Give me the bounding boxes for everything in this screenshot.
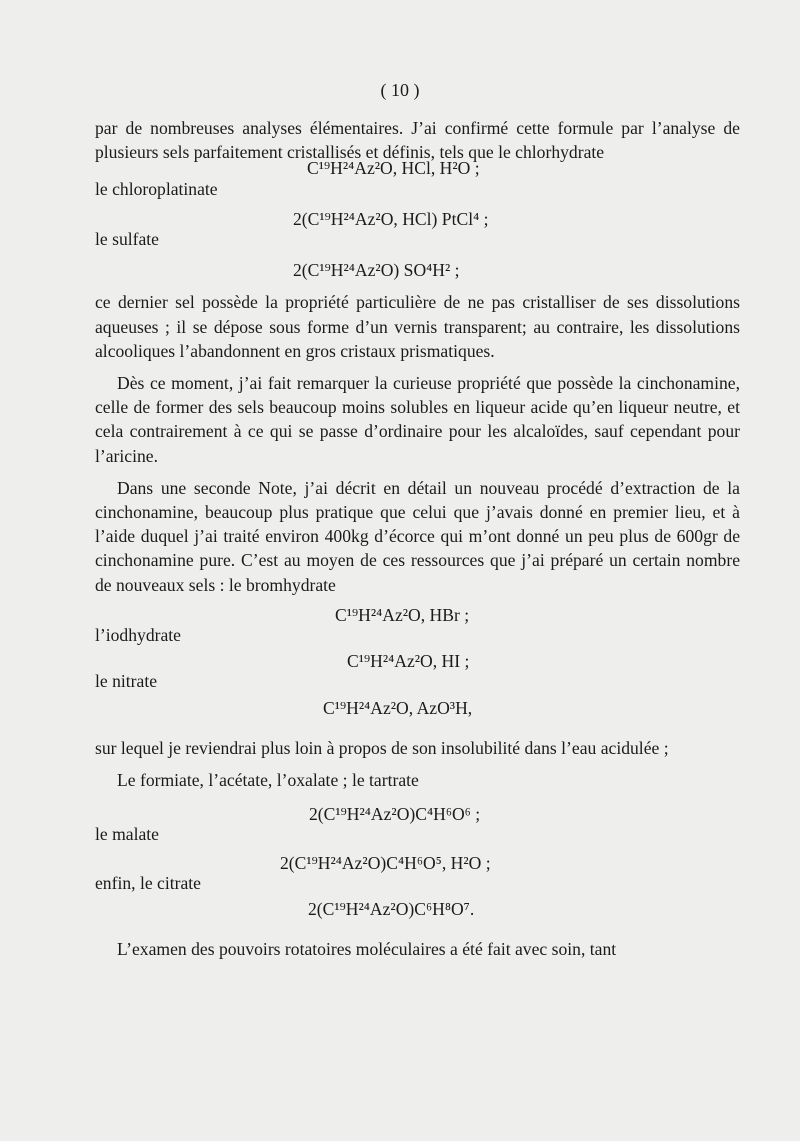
label-chloroplatinate: le chloroplatinate [95,178,218,199]
label-malate: le malate [95,824,159,845]
paragraph-nitrate-note: sur lequel je reviendrai plus loin à propos de son insolubilité dans l’eau acidulée ; [95,737,669,758]
label-nitrate: le nitrate [95,671,158,692]
paragraph-rotatory: L’examen des pouvoirs rotatoires moléculaires a été fait avec soin, tant [117,939,617,960]
formula-sulfate: 2(C¹⁹H²⁴Az²O) SO⁴H² ; [293,260,460,281]
paragraph-solubility: Dès ce moment, j’ai fait remarquer la curieuse propriété que possède la cinchonamine, celle de former des sels beaucoup moins solubles en liqueur acide qu’en liqueur neutre, et cela contrairement à ce qui se passe d’ordinaire pour les alcaloïdes, sauf cependant pour l’aricine. [95,373,740,466]
formula-citrate: 2(C¹⁹H²⁴Az²O)C⁶H⁸O⁷. [308,899,475,920]
formula-chloroplatinate: 2(C¹⁹H²⁴Az²O, HCl) PtCl⁴ ; [293,208,489,229]
label-citrate: enfin, le citrate [95,872,201,893]
paragraph-sulfate-property: ce dernier sel possède la propriété particulière de ne pas cristalliser de ses dissolutions aqueuses ; il se dépose sous forme d’un vernis transparent; au contraire, les dissolutions alcooliques l’abandonnent en gros cristaux prismatiques. [95,292,740,361]
formula-iodhydrate: C¹⁹H²⁴Az²O, HI ; [347,651,470,672]
formula-tartrate: 2(C¹⁹H²⁴Az²O)C⁴H⁶O⁶ ; [309,804,481,825]
formula-malate: 2(C¹⁹H²⁴Az²O)C⁴H⁶O⁵, H²O ; [280,852,491,873]
formula-nitrate: C¹⁹H²⁴Az²O, AzO³H, [323,697,473,718]
paragraph-intro: par de nombreuses analyses élémentaires. J’ai confirmé cette formule par l’analyse de plusieurs sels parfaitement cristallisés et définis, tels que le chlorhydrate [95,118,740,163]
page-number: ( 10 ) [380,80,420,100]
paragraph-salts-list: Le formiate, l’acétate, l’oxalate ; le tartrate [117,770,419,791]
paragraph-extraction: Dans une seconde Note, j’ai décrit en détail un nouveau procédé d’extraction de la cinchonamine, beaucoup plus pratique que celui que j’avais donné en premier lieu, et à l’aide duquel j’ai traité environ 400kg d’écorce qui m’ont donné un peu plus de 600gr de cinchonamine pure. C’est au moyen de ces ressources que j’ai préparé un certain nombre de nouveaux sels : le bromhydrate [95,477,740,595]
formula-chlorhydrate: C¹⁹H²⁴Az²O, HCl, H²O ; [307,158,480,179]
body-text [95,116,740,962]
label-sulfate: le sulfate [95,229,159,250]
label-iodhydrate: l’iodhydrate [95,625,181,646]
formula-bromhydrate: C¹⁹H²⁴Az²O, HBr ; [335,604,470,625]
